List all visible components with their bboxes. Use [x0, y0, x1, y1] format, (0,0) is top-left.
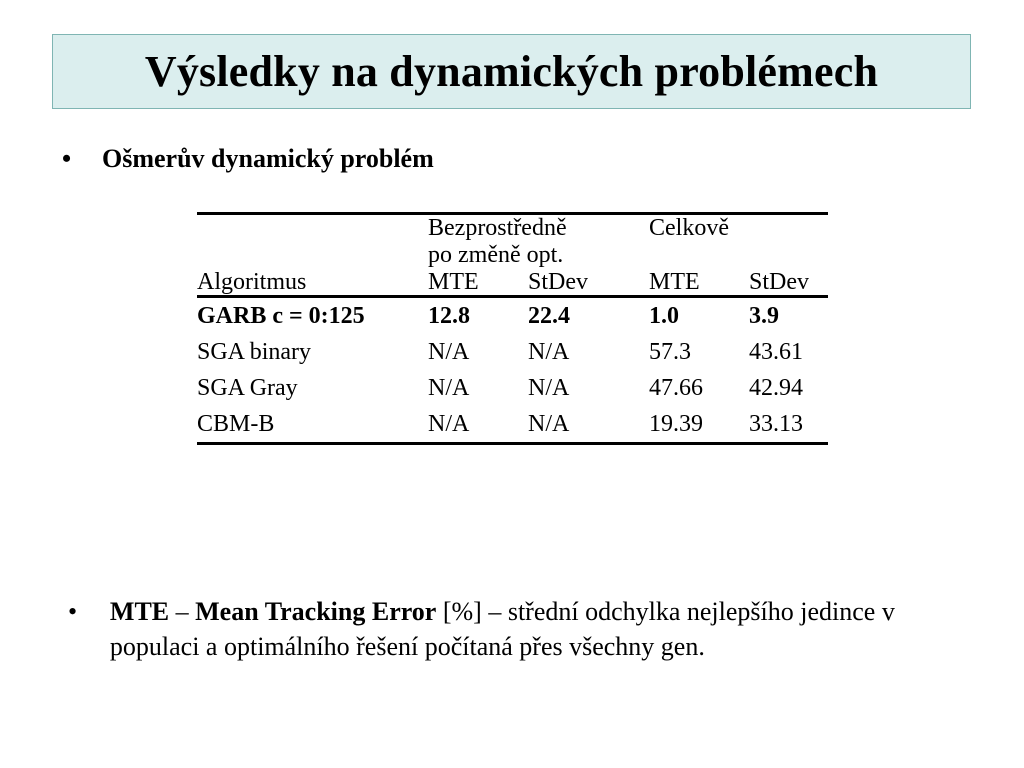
column-header-mte-immediate: MTE: [428, 269, 479, 295]
subheading-bullet: [62, 144, 434, 174]
subheading-text: Ošmerův dynamický problém: [102, 144, 434, 173]
table-row: [197, 334, 828, 370]
cell-mte-overall: 1.0: [649, 303, 679, 329]
cell-stdev-immediate: 22.4: [528, 303, 570, 329]
group-header-overall: Celkově: [649, 215, 729, 241]
cell-algorithm: SGA binary: [197, 339, 311, 365]
cell-algorithm: SGA Gray: [197, 375, 298, 401]
cell-mte-overall: 47.66: [649, 375, 703, 401]
cell-mte-overall: 57.3: [649, 339, 691, 365]
table-row: [197, 297, 828, 335]
mte-term-full: Mean Tracking Error: [195, 597, 437, 626]
group-header-immediate: Bezprostředně po změně opt.: [428, 215, 567, 268]
cell-mte-immediate: 12.8: [428, 303, 470, 329]
results-table: [197, 212, 828, 445]
cell-algorithm: CBM-B: [197, 411, 275, 437]
cell-stdev-overall: 43.61: [749, 339, 803, 365]
table-row: [197, 406, 828, 444]
mte-term: MTE: [109, 597, 170, 626]
cell-stdev-immediate: N/A: [528, 375, 570, 401]
title-box: [52, 34, 971, 109]
column-header-mte-overall: MTE: [649, 269, 700, 295]
column-header-stdev-overall: StDev: [749, 269, 809, 295]
slide-title: Výsledky na dynamických problémech: [144, 47, 879, 96]
column-header-algorithm: Algoritmus: [197, 269, 307, 295]
column-header-stdev-immediate: StDev: [528, 269, 588, 295]
bullet-icon: •: [62, 144, 72, 173]
cell-stdev-immediate: N/A: [528, 411, 570, 437]
cell-mte-overall: 19.39: [649, 411, 703, 437]
cell-stdev-immediate: N/A: [528, 339, 570, 365]
cell-stdev-overall: 33.13: [749, 411, 803, 437]
mte-definition-text: MTE – Mean Tracking Error [%] – střední odchylka nejlepšího jedince v populaci a optimálního řešení počítaná přes všechny gen.: [109, 597, 895, 661]
cell-stdev-overall: 42.94: [749, 375, 803, 401]
cell-mte-immediate: N/A: [428, 339, 470, 365]
bullet-icon: •: [68, 597, 78, 626]
table-row: [197, 370, 828, 406]
cell-algorithm: GARB c = 0:125: [197, 303, 365, 329]
mte-definition: střední odchylka nejlepšího jedince v populaci a optimálního řešení počítaná přes všechny gen.: [109, 597, 895, 661]
cell-mte-immediate: N/A: [428, 411, 470, 437]
cell-stdev-overall: 3.9: [749, 303, 779, 329]
cell-mte-immediate: N/A: [428, 375, 470, 401]
mte-definition-bullet: [68, 594, 968, 664]
table-group-header-row: [197, 214, 828, 270]
table-column-header-row: [197, 269, 828, 297]
